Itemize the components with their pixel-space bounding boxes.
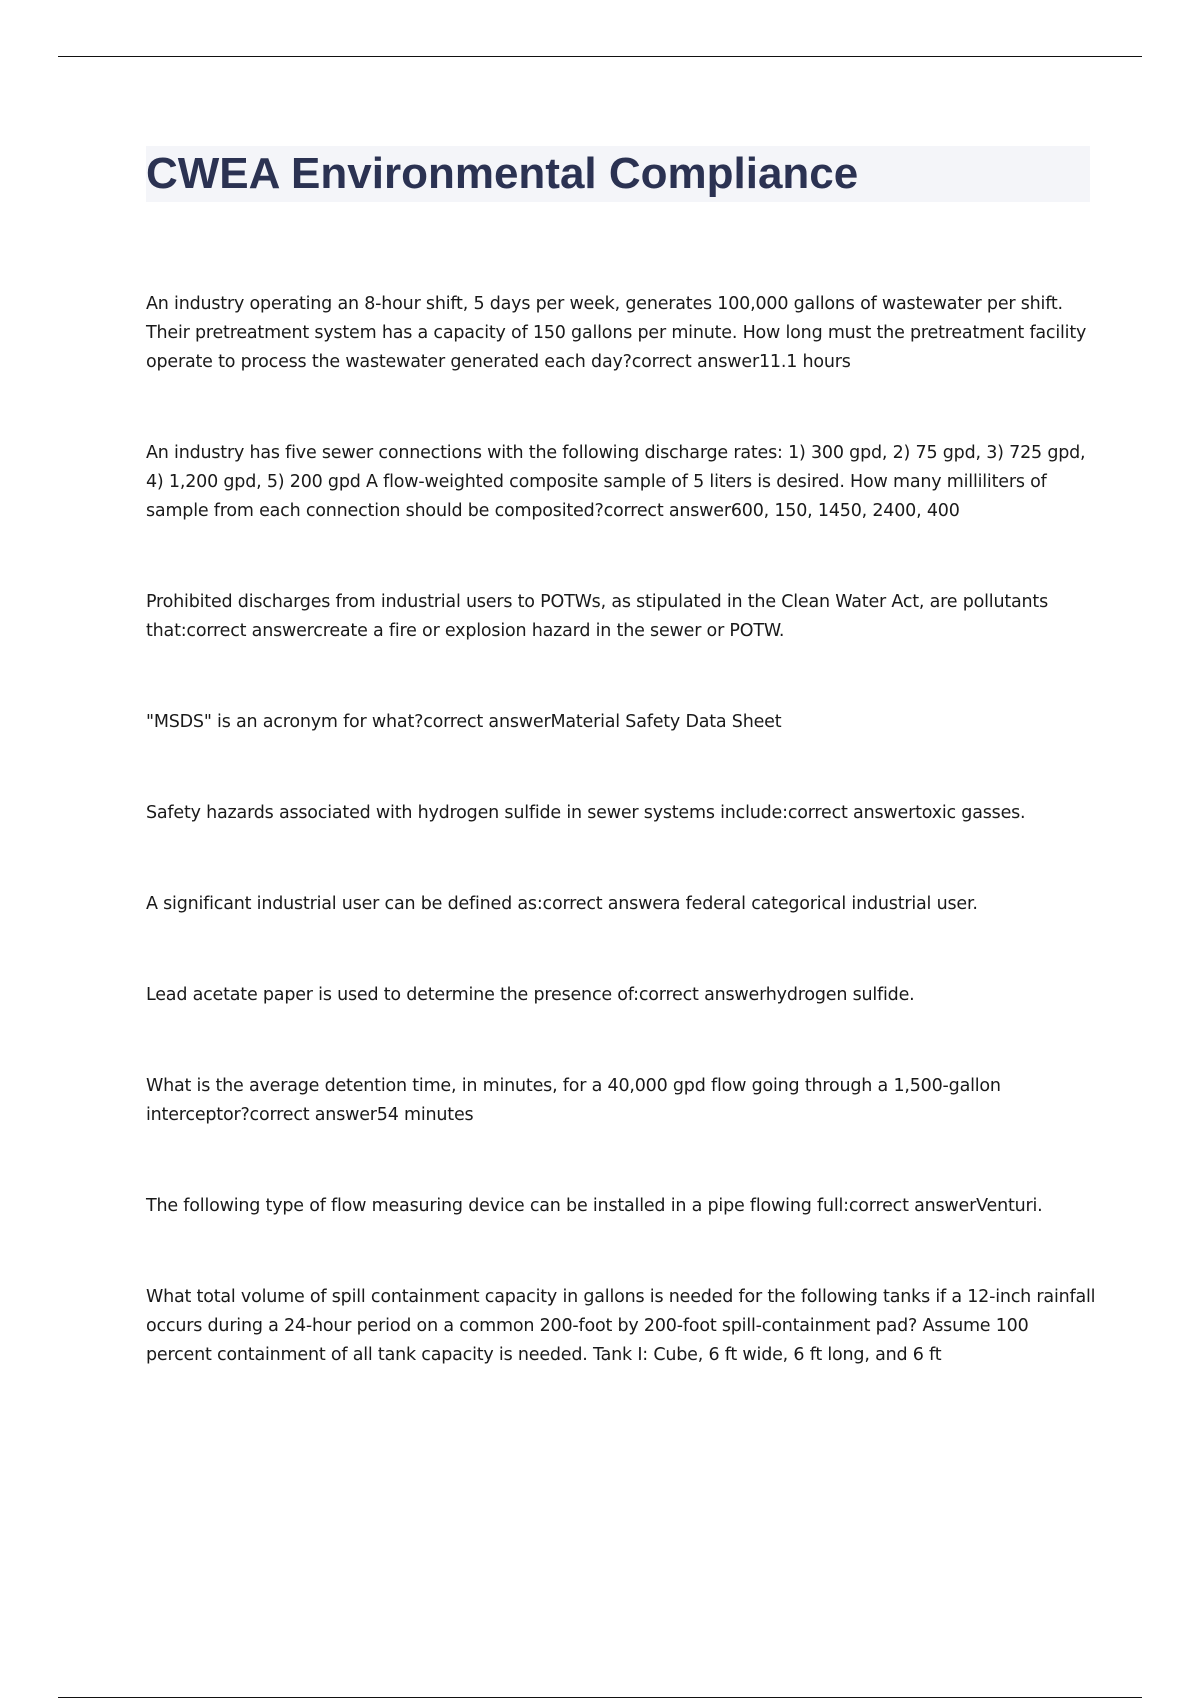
- qa-item: What total volume of spill containment capacity in gallons is needed for the following tanks if a 12-inch rainfall occurs during a 24-hour period on a common 200-foot by 200-foot spill-containment pad? Assume 100 percent containment of all tank capacity is needed. Tank I: Cube, 6 ft wide, 6 ft long, and 6 ft: [146, 1287, 1096, 1365]
- page-title: CWEA Environmental Compliance: [146, 149, 859, 198]
- bottom-rule: [58, 1697, 1142, 1698]
- top-rule: [58, 56, 1142, 57]
- qa-list: [146, 290, 1096, 1432]
- qa-item: A significant industrial user can be defined as:correct answera federal categorical industrial user.: [146, 894, 978, 914]
- qa-item: Prohibited discharges from industrial users to POTWs, as stipulated in the Clean Water Act, are pollutants that:correct answercreate a fire or explosion hazard in the sewer or POTW.: [146, 592, 1048, 641]
- title-banner: [146, 146, 1090, 202]
- qa-item: "MSDS" is an acronym for what?correct answerMaterial Safety Data Sheet: [146, 712, 782, 732]
- qa-item: The following type of flow measuring device can be installed in a pipe flowing full:correct answerVenturi.: [146, 1196, 1043, 1216]
- qa-item: An industry operating an 8-hour shift, 5 days per week, generates 100,000 gallons of wastewater per shift. Their pretreatment system has a capacity of 150 gallons per minute. How long must the pretreatment facility operate to process the wastewater generated each day?correct answer11.1 hours: [146, 294, 1087, 372]
- qa-item: Lead acetate paper is used to determine the presence of:correct answerhydrogen sulfide.: [146, 985, 915, 1005]
- qa-item: What is the average detention time, in minutes, for a 40,000 gpd flow going through a 1,500-gallon interceptor?correct answer54 minutes: [146, 1076, 1001, 1125]
- qa-item: An industry has five sewer connections with the following discharge rates: 1) 300 gpd, 2) 75 gpd, 3) 725 gpd, 4) 1,200 gpd, 5) 200 gpd A flow-weighted composite sample of 5 liters is desired. How many milliliters of sample from each connection should be composited?correct answer600, 150, 1450, 2400, 400: [146, 443, 1086, 521]
- qa-item: Safety hazards associated with hydrogen sulfide in sewer systems include:correct answertoxic gasses.: [146, 803, 1026, 823]
